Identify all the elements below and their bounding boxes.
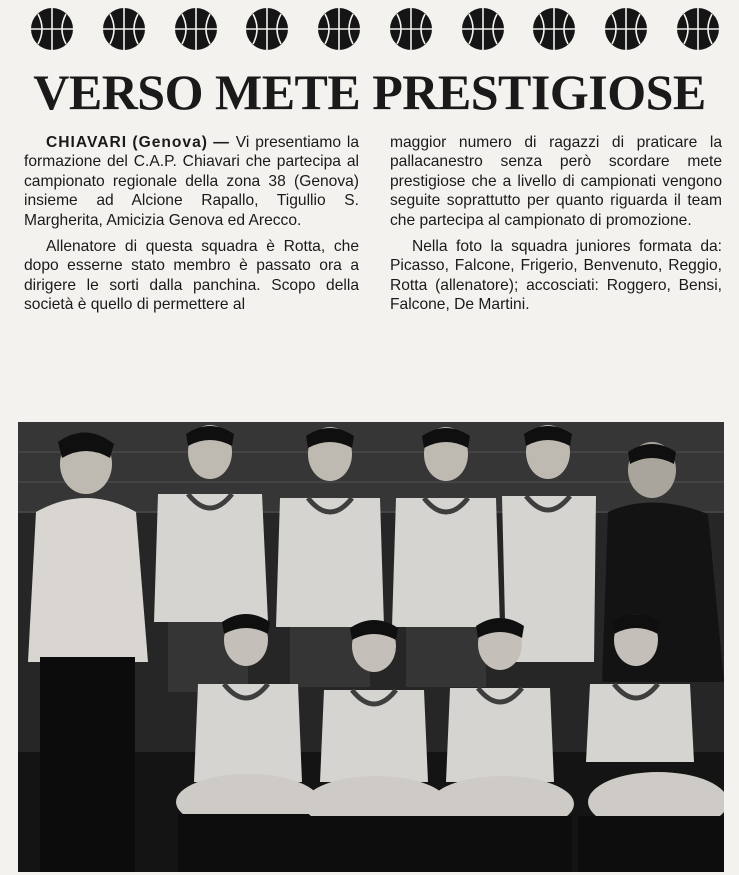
basketball-icon [174,7,218,51]
article-paragraph-2 [24,237,359,315]
article-column-right [390,133,722,315]
basketball-icon [532,7,576,51]
dateline: CHIAVARI (Genova) — [46,134,230,151]
article-column-left [24,133,359,315]
basketball-icon [676,7,720,51]
paragraph-1-text: Vi presentiamo la formazione del C.A.P. Chiavari che partecipa al campionato regionale della zona 38 (Genova) insieme ad Alcione Rapallo, Tigullio S. Margherita, Amicizia Genova ed Arecco. [24,134,359,229]
article-paragraph-4 [390,237,722,315]
caption-text: Nella foto la squadra juniores formata da: Picasso, Falcone, Frigerio, Benvenuto, Reggio, Rotta (allenatore); accosciati: Roggero, Bensi, Falcone, De Martini. [390,238,722,314]
basketball-icon [102,7,146,51]
basketball-icon [245,7,289,51]
basketball-icon [30,7,74,51]
basketball-icon [461,7,505,51]
paragraph-2-text: Allenatore di questa squadra è Rotta, che dopo esserne stato membro è passato ora a dirigere le sorti dalla panchina. Scopo della società è quello di permettere al [24,238,359,314]
headline: VERSO METE PRESTIGIOSE [33,64,706,120]
basketball-icon-row [30,6,720,52]
article-paragraph-1 [24,133,359,230]
basketball-icon [317,7,361,51]
basketball-icon [604,7,648,51]
article-paragraph-3: maggior numero di ragazzi di praticare la pallacanestro senza però scordare mete prestigiose che a livello di campionati vengono seguite soprattutto per quanto riguarda il team che partecipa al campionato di promozione. [390,134,722,229]
basketball-icon [389,7,433,51]
team-photo-illustration [18,422,724,872]
team-photo [18,422,724,872]
